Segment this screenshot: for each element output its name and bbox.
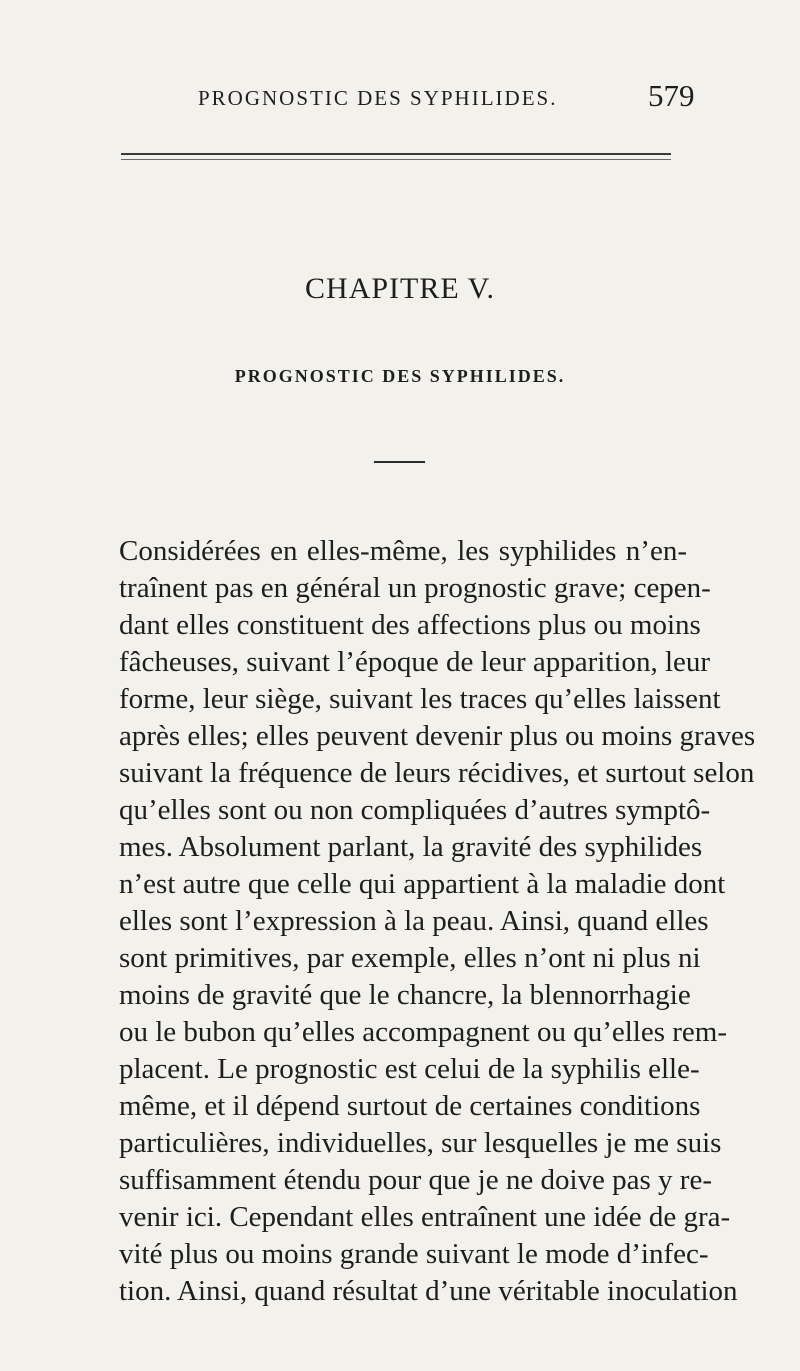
running-head: PROGNOSTIC DES SYPHILIDES. bbox=[198, 86, 558, 110]
text-line: elles sont l’expression à la peau. Ainsi, quand elles bbox=[119, 905, 709, 937]
text-line: vité plus ou moins grande suivant le mode d’infec- bbox=[119, 1238, 709, 1270]
text-line: dant elles constituent des affections plus ou moins bbox=[119, 609, 701, 641]
text-line: ou le bubon qu’elles accompagnent ou qu’elles rem- bbox=[119, 1016, 727, 1048]
text-line: traînent pas en général un prognostic grave; cepen- bbox=[119, 572, 711, 604]
text-line: tion. Ainsi, quand résultat d’une véritable inoculation bbox=[119, 1275, 738, 1307]
text-line: après elles; elles peuvent devenir plus ou moins graves bbox=[119, 720, 756, 752]
text-line: particulières, individuelles, sur lesquelles je me suis bbox=[119, 1127, 722, 1159]
text-line: placent. Le prognostic est celui de la syphilis elle- bbox=[119, 1053, 700, 1085]
body-text bbox=[119, 533, 756, 1310]
chapter-title: CHAPITRE V. bbox=[305, 272, 495, 305]
section-title: PROGNOSTIC DES SYPHILIDES. bbox=[234, 366, 566, 386]
text-line: suffisamment étendu pour que je ne doive pas y re- bbox=[119, 1164, 712, 1196]
text-line: moins de gravité que le chancre, la blennorrhagie bbox=[119, 979, 691, 1011]
text-line: forme, leur siège, suivant les traces qu’elles laissent bbox=[119, 683, 721, 715]
text-line: qu’elles sont ou non compliquées d’autres symptô- bbox=[119, 794, 711, 826]
header-rule-thin bbox=[121, 159, 671, 160]
text-line: suivant la fréquence de leurs récidives, et surtout selon bbox=[119, 757, 755, 789]
text-line: même, et il dépend surtout de certaines conditions bbox=[119, 1090, 701, 1122]
section-divider bbox=[374, 461, 425, 463]
text-line: sont primitives, par exemple, elles n’ont ni plus ni bbox=[119, 942, 701, 974]
text-line: n’est autre que celle qui appartient à la maladie dont bbox=[119, 868, 726, 900]
text-line: mes. Absolument parlant, la gravité des syphilides bbox=[119, 831, 703, 863]
page-number: 579 bbox=[648, 78, 695, 113]
text-line: Considérées en elles-même, les syphilides n’en- bbox=[119, 535, 687, 567]
header-rule-thick bbox=[121, 153, 671, 155]
text-line: venir ici. Cependant elles entraînent une idée de gra- bbox=[119, 1201, 731, 1233]
text-line: fâcheuses, suivant l’époque de leur apparition, leur bbox=[119, 646, 711, 678]
